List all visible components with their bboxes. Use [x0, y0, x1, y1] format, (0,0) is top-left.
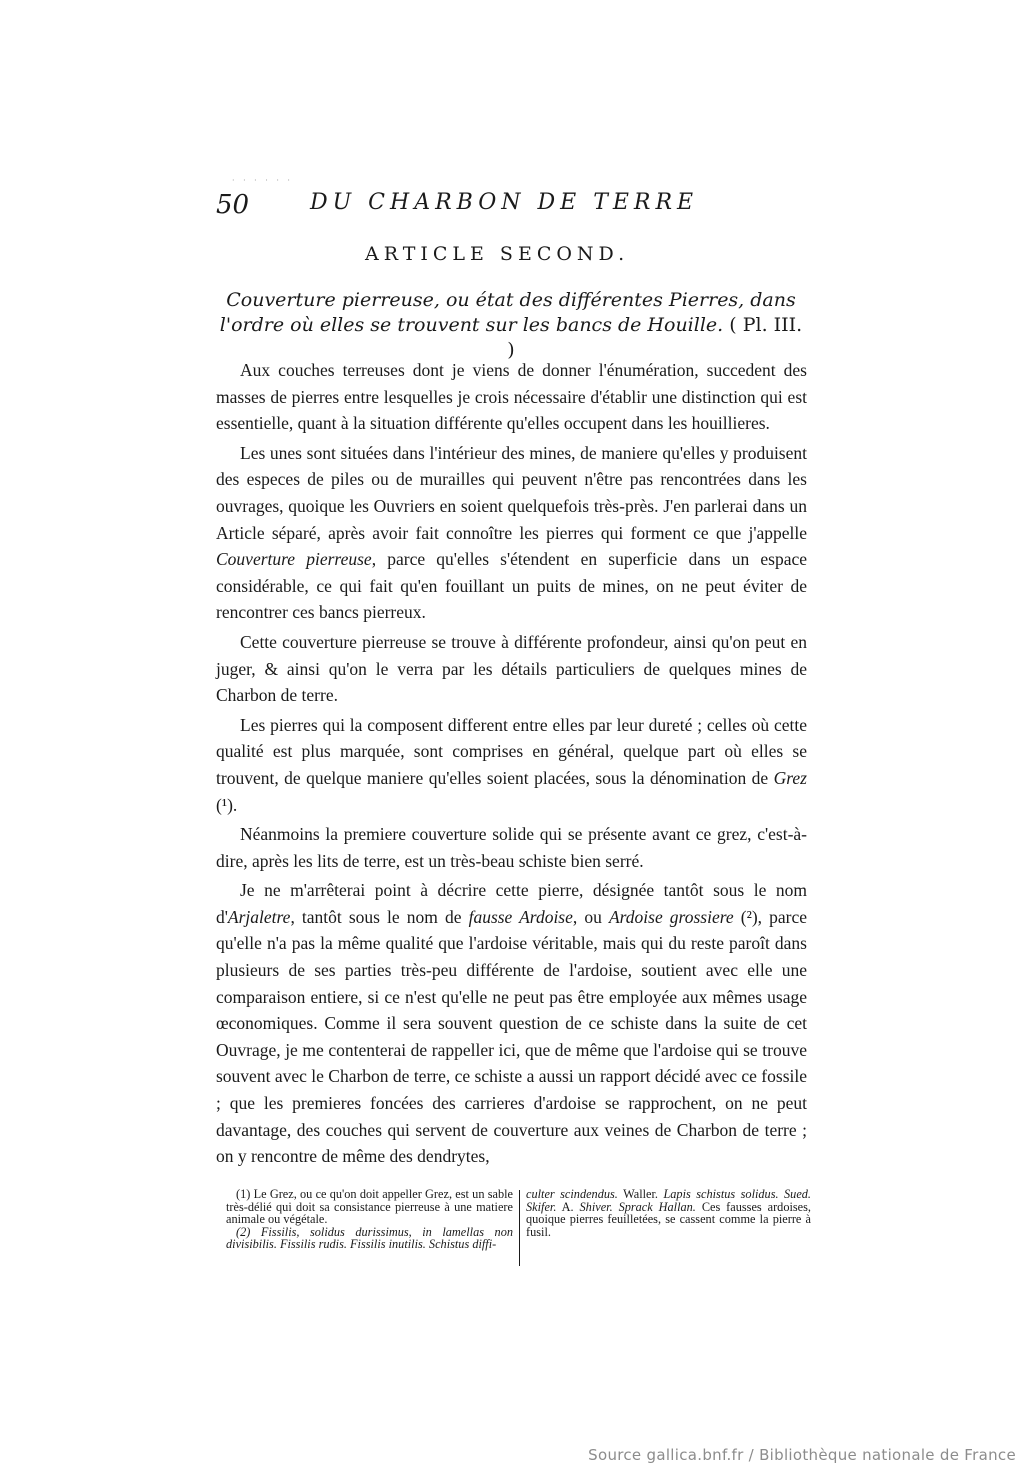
paragraph — [216, 877, 807, 1170]
italic-term: Couverture pierreuse — [216, 549, 372, 570]
paragraph-text: (²), parce qu'elle n'a pas la même qualité que l'ardoise véritable, mais qui du reste paroît dans plusieurs de ses parties très-peu différente de l'ardoise, soutient avec elle une comparaison entiere, si ce n'est qu'elle ne peut pas être employée aux mêmes usage œconomiques. Comme il sera souvent question de ce schiste dans la suite de cet Ouvrage, je me contenterai de rappeller ici, que de même que l'ardoise qui se trouve souvent avec le Charbon de terre, ce schiste a aussi un rapport décidé avec ce fossile ; que les premieres foncées des carrieres d'ardoise se rapprochent, on ne peut davantage, des couches qui servent de couverture aux veines de Charbon de terre ; on y rencontre de même des dendrytes, — [216, 906, 807, 1167]
body-text — [216, 357, 807, 1173]
article-heading: ARTICLE SECOND. — [365, 243, 630, 265]
footnote — [226, 1188, 513, 1226]
running-title: DU CHARBON DE TERRE — [310, 190, 699, 215]
footnote-text: Ces fausses ardoises, quoique pierres feuilletées, se cassent comme la pierre à fusil. — [526, 1199, 811, 1239]
footnote-text: Lapis schistus solidus. Sued. Skifer. — [526, 1187, 811, 1214]
paragraph — [216, 712, 807, 818]
print-speck: · · · · · · — [232, 176, 293, 185]
footnotes-left-column — [226, 1188, 513, 1251]
paragraph-text: , tantôt sous le nom de — [290, 906, 469, 927]
paragraph — [216, 440, 807, 626]
section-subtitle — [216, 288, 806, 363]
footnote-text: Waller. — [617, 1187, 664, 1201]
paragraph-text: , ou — [572, 906, 609, 927]
footnote-text: A. — [556, 1199, 580, 1214]
running-header — [216, 188, 699, 224]
italic-term: Grez — [773, 767, 807, 788]
footnotes — [226, 1188, 811, 1268]
paragraph — [216, 357, 807, 437]
paragraph-text: , parce qu'elles s'étendent en superficie dans un espace considérable, ce qui fait qu'en fouillant un puits de mines, on ne peut éviter de rencontrer ces bancs pierreux. — [216, 549, 807, 623]
plate-reference: ( Pl. III. ) — [507, 314, 803, 361]
paragraph-text: Néanmoins la premiere couverture solide qui se présente avant ce grez, c'est-à-dire, après les lits de terre, est un très-beau schiste bien serré. — [216, 824, 807, 871]
paragraph — [216, 821, 807, 874]
footnote-text: (2) Fissilis, solidus durissimus, in lamellas non divisibilis. Fissilis rudis. Fissilis inutilis. Schistus diffi- — [226, 1224, 513, 1252]
italic-term: Arjaletre — [227, 906, 291, 927]
footnote-text: culter scindendus. — [526, 1187, 618, 1201]
page-number: 50 — [216, 190, 250, 220]
italic-term: fausse Ardoise — [468, 906, 573, 927]
paragraph-text: (¹). — [216, 794, 238, 815]
paragraph — [216, 629, 807, 709]
paragraph-text: Aux couches terreuses dont je viens de donner l'énumération, succedent des masses de pierres entre lesquelles je crois nécessaire d'établir une distinction qui est essentielle, quant à la situation différente qu'elles occupent dans les houillieres. — [216, 360, 807, 434]
paragraph-text: Les unes sont situées dans l'intérieur des mines, de maniere qu'elles y produisent des especes de piles ou de murailles qui peuvent n'être pas rencontrées dans les ouvrages, quoique les Ouvriers en soient quelquefois très-près. J'en parlerai dans un Article séparé, après avoir fait connoître les pierres qui forment ce que j'appelle — [216, 442, 807, 543]
source-credit: Source gallica.bnf.fr / Bibliothèque nationale de France — [588, 1446, 1016, 1464]
footnote — [226, 1226, 513, 1251]
footnote-column-divider — [519, 1190, 520, 1266]
paragraph-text: Je ne m'arrêterai point à décrire cette pierre, désignée tantôt sous le nom d' — [216, 880, 807, 927]
footnote-text: (1) Le Grez, ou ce qu'on doit appeller Grez, est un sable très-délié qui doit sa consistance pierreuse à une matiere animale ou végétale. — [226, 1187, 513, 1227]
footnote-text: Shiver. Sprack Hallan. — [579, 1199, 696, 1214]
footnote — [526, 1188, 811, 1238]
paragraph-text: Les pierres qui la composent different entre elles par leur dureté ; celles où cette qualité est plus marquée, sont comprises en général, quelque part où elles se trouvent, de quelque maniere qu'elles soient placées, sous la dénomination de — [216, 714, 807, 788]
italic-term: Ardoise grossiere — [608, 906, 734, 927]
paragraph-text: Cette couverture pierreuse se trouve à différente profondeur, ainsi qu'on peut en juger, & ainsi qu'on le verra par les détails particuliers de quelques mines de Charbon de terre. — [216, 631, 807, 706]
footnotes-right-column — [526, 1188, 811, 1238]
subtitle-text: Couverture pierreuse, ou état des différentes Pierres, dans l'ordre où elles se trouvent sur les bancs de Houille. — [219, 289, 796, 336]
